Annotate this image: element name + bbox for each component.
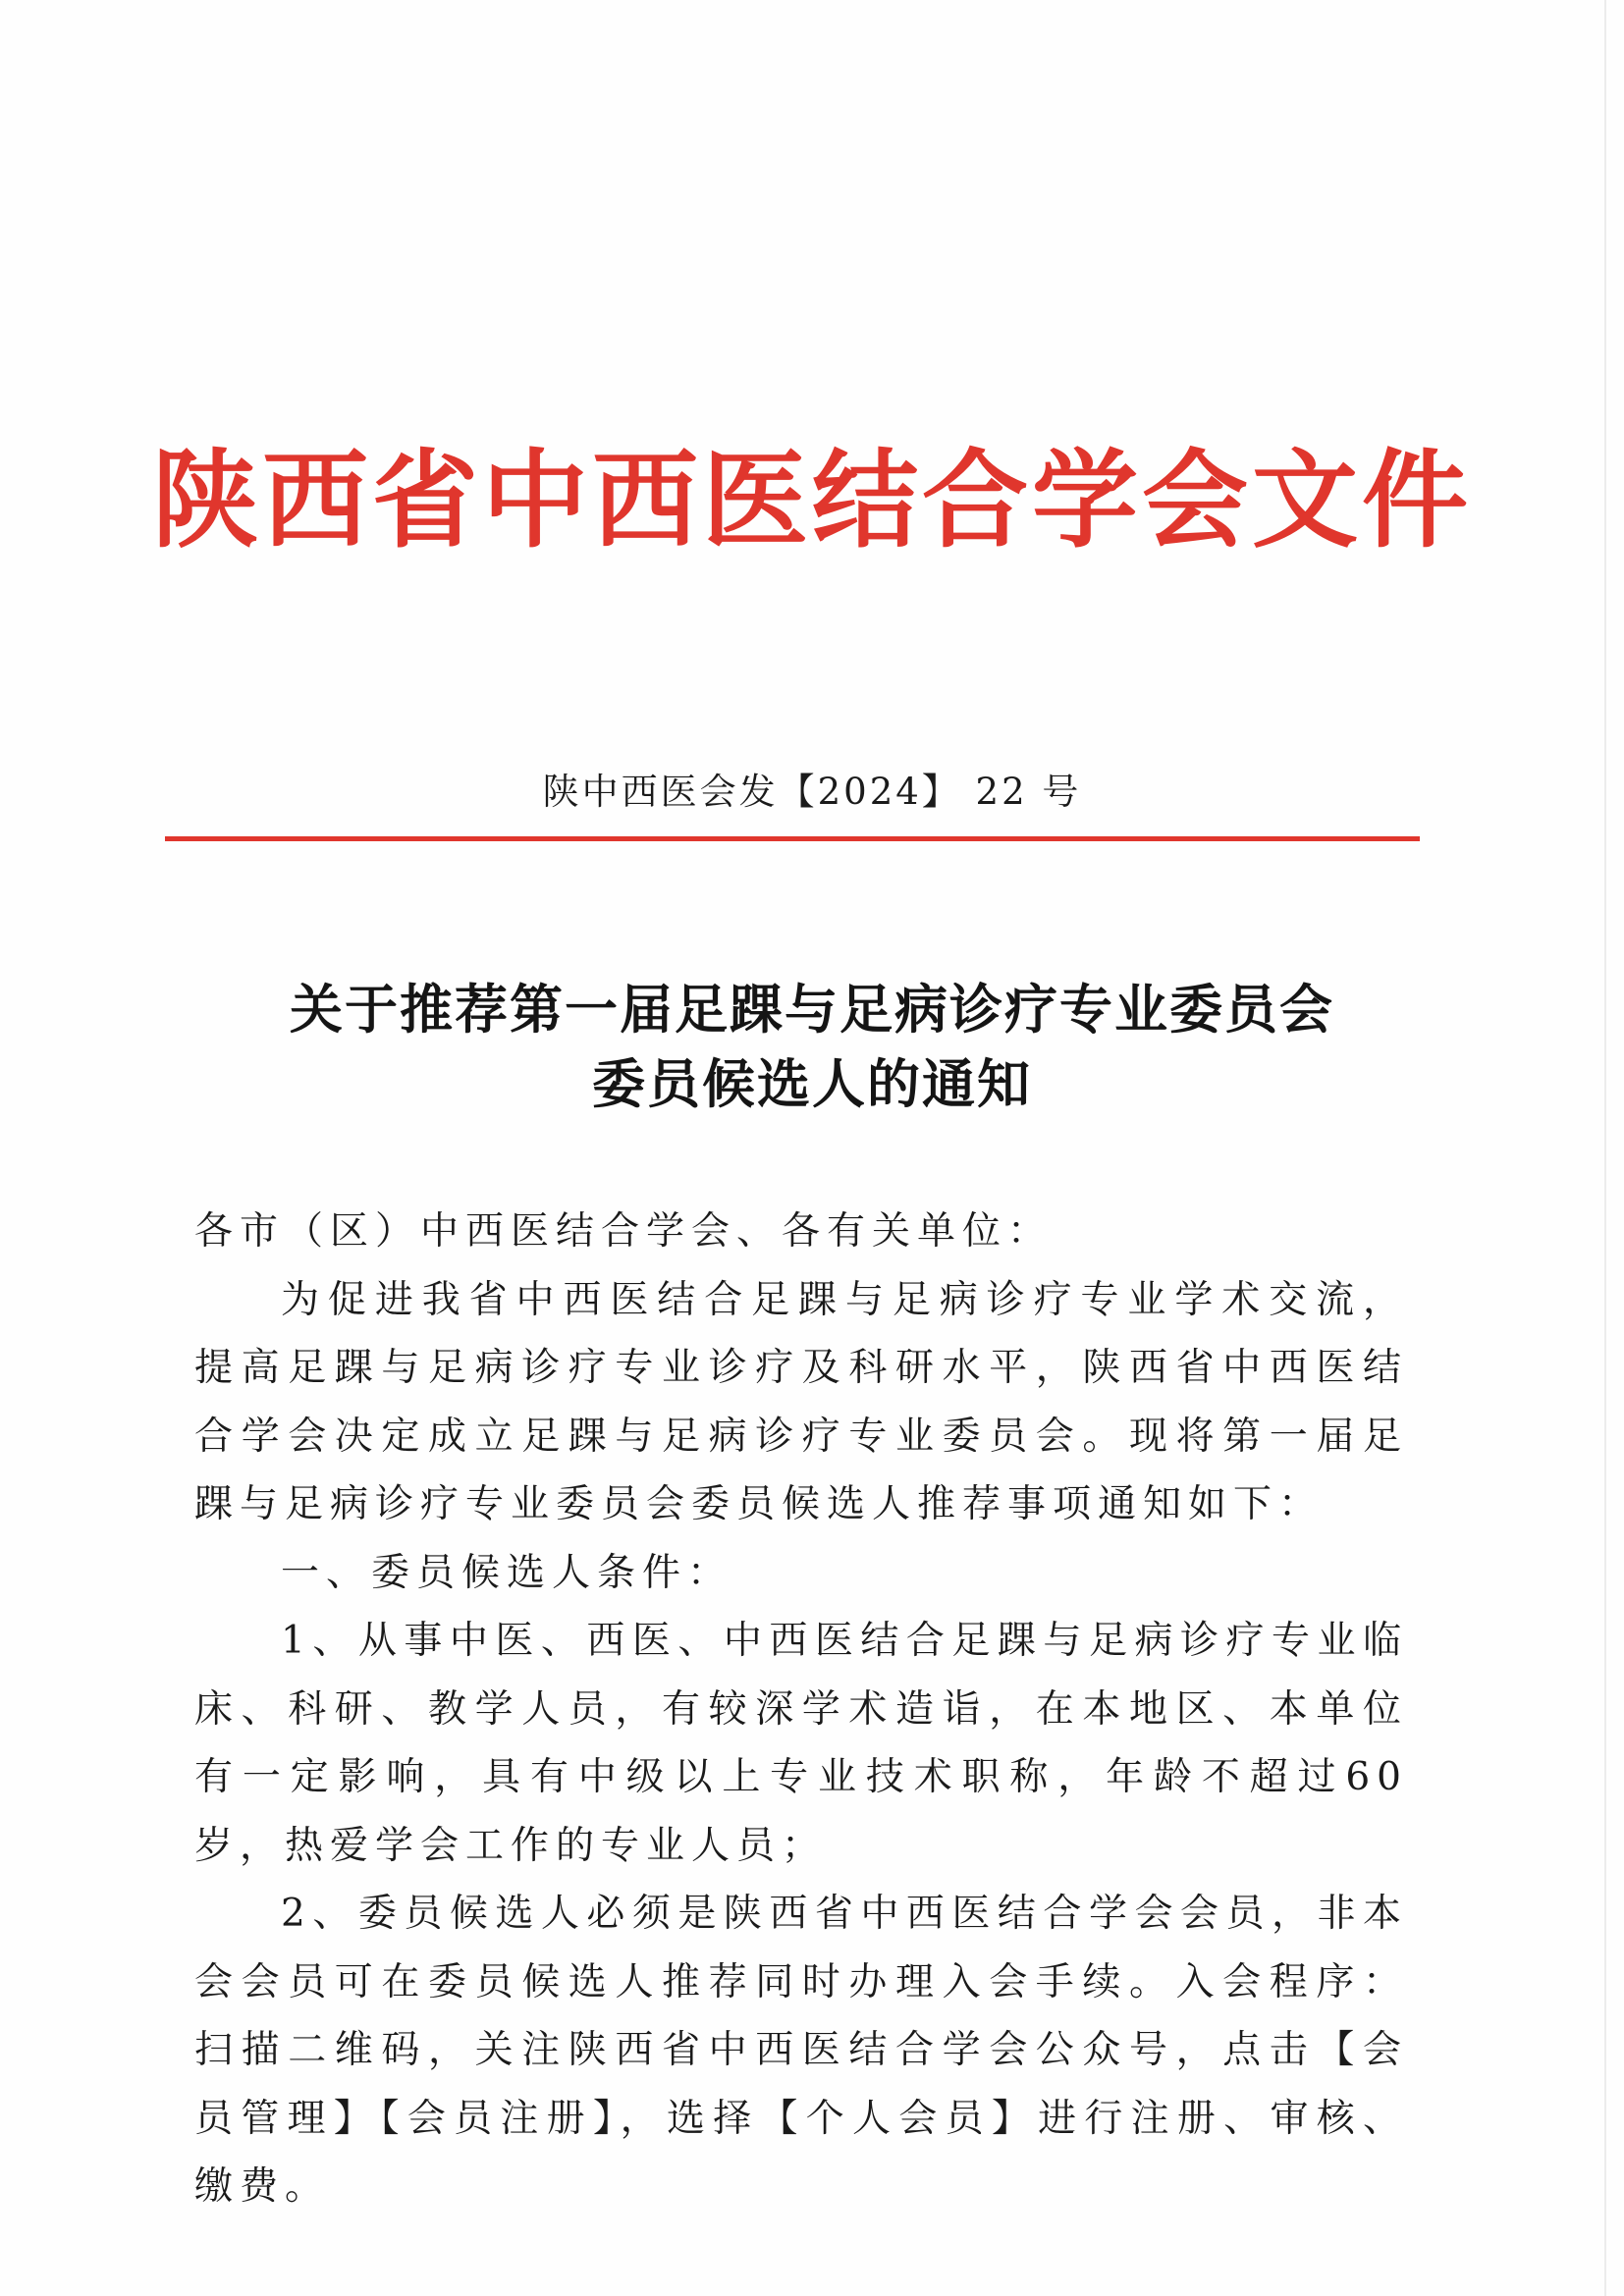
scan-edge-line [1604,0,1606,2296]
red-divider-rule [165,836,1420,841]
notice-title-line-2: 委员候选人的通知 [592,1052,1032,1115]
document-number: 陕中西医会发【2024】 22 号 [542,771,1082,813]
organization-header-title: 陕西省中西医结合学会文件 [151,439,1472,562]
notice-title-line-1: 关于推荐第一届足踝与足病诊疗专业委员会 [290,978,1334,1041]
notice-title [128,972,1496,1121]
intro-paragraph: 为促进我省中西医结合足踝与足病诊疗专业学术交流，提高足踝与足病诊疗专业诊疗及科研水平，陕西省中西医结合学会决定成立足踝与足病诊疗专业委员会。现将第一届足踝与足病诊疗专业委员会委员候选人推荐事项通知如下： [194,1277,1408,1526]
salutation: 各市（区）中西医结合学会、各有关单位： [194,1209,1054,1254]
notice-body [194,1198,1408,2221]
section-1-heading: 一、委员候选人条件： [281,1550,733,1595]
condition-item-1: 1、从事中医、西医、中西医结合足踝与足病诊疗专业临床、科研、教学人员，有较深学术造诣，在本地区、本单位有一定影响，具有中级以上专业技术职称，年龄不超过60岁，热爱学会工作的专业人员； [194,1619,1408,1868]
condition-item-2: 2、委员候选人必须是陕西省中西医结合学会会员，非本会会员可在委员候选人推荐同时办理入会手续。入会程序：扫描二维码，关注陕西省中西医结合学会公众号，点击【会员管理】【会员注册】，选择【个人会员】进行注册、审核、缴费。 [194,1892,1408,2209]
